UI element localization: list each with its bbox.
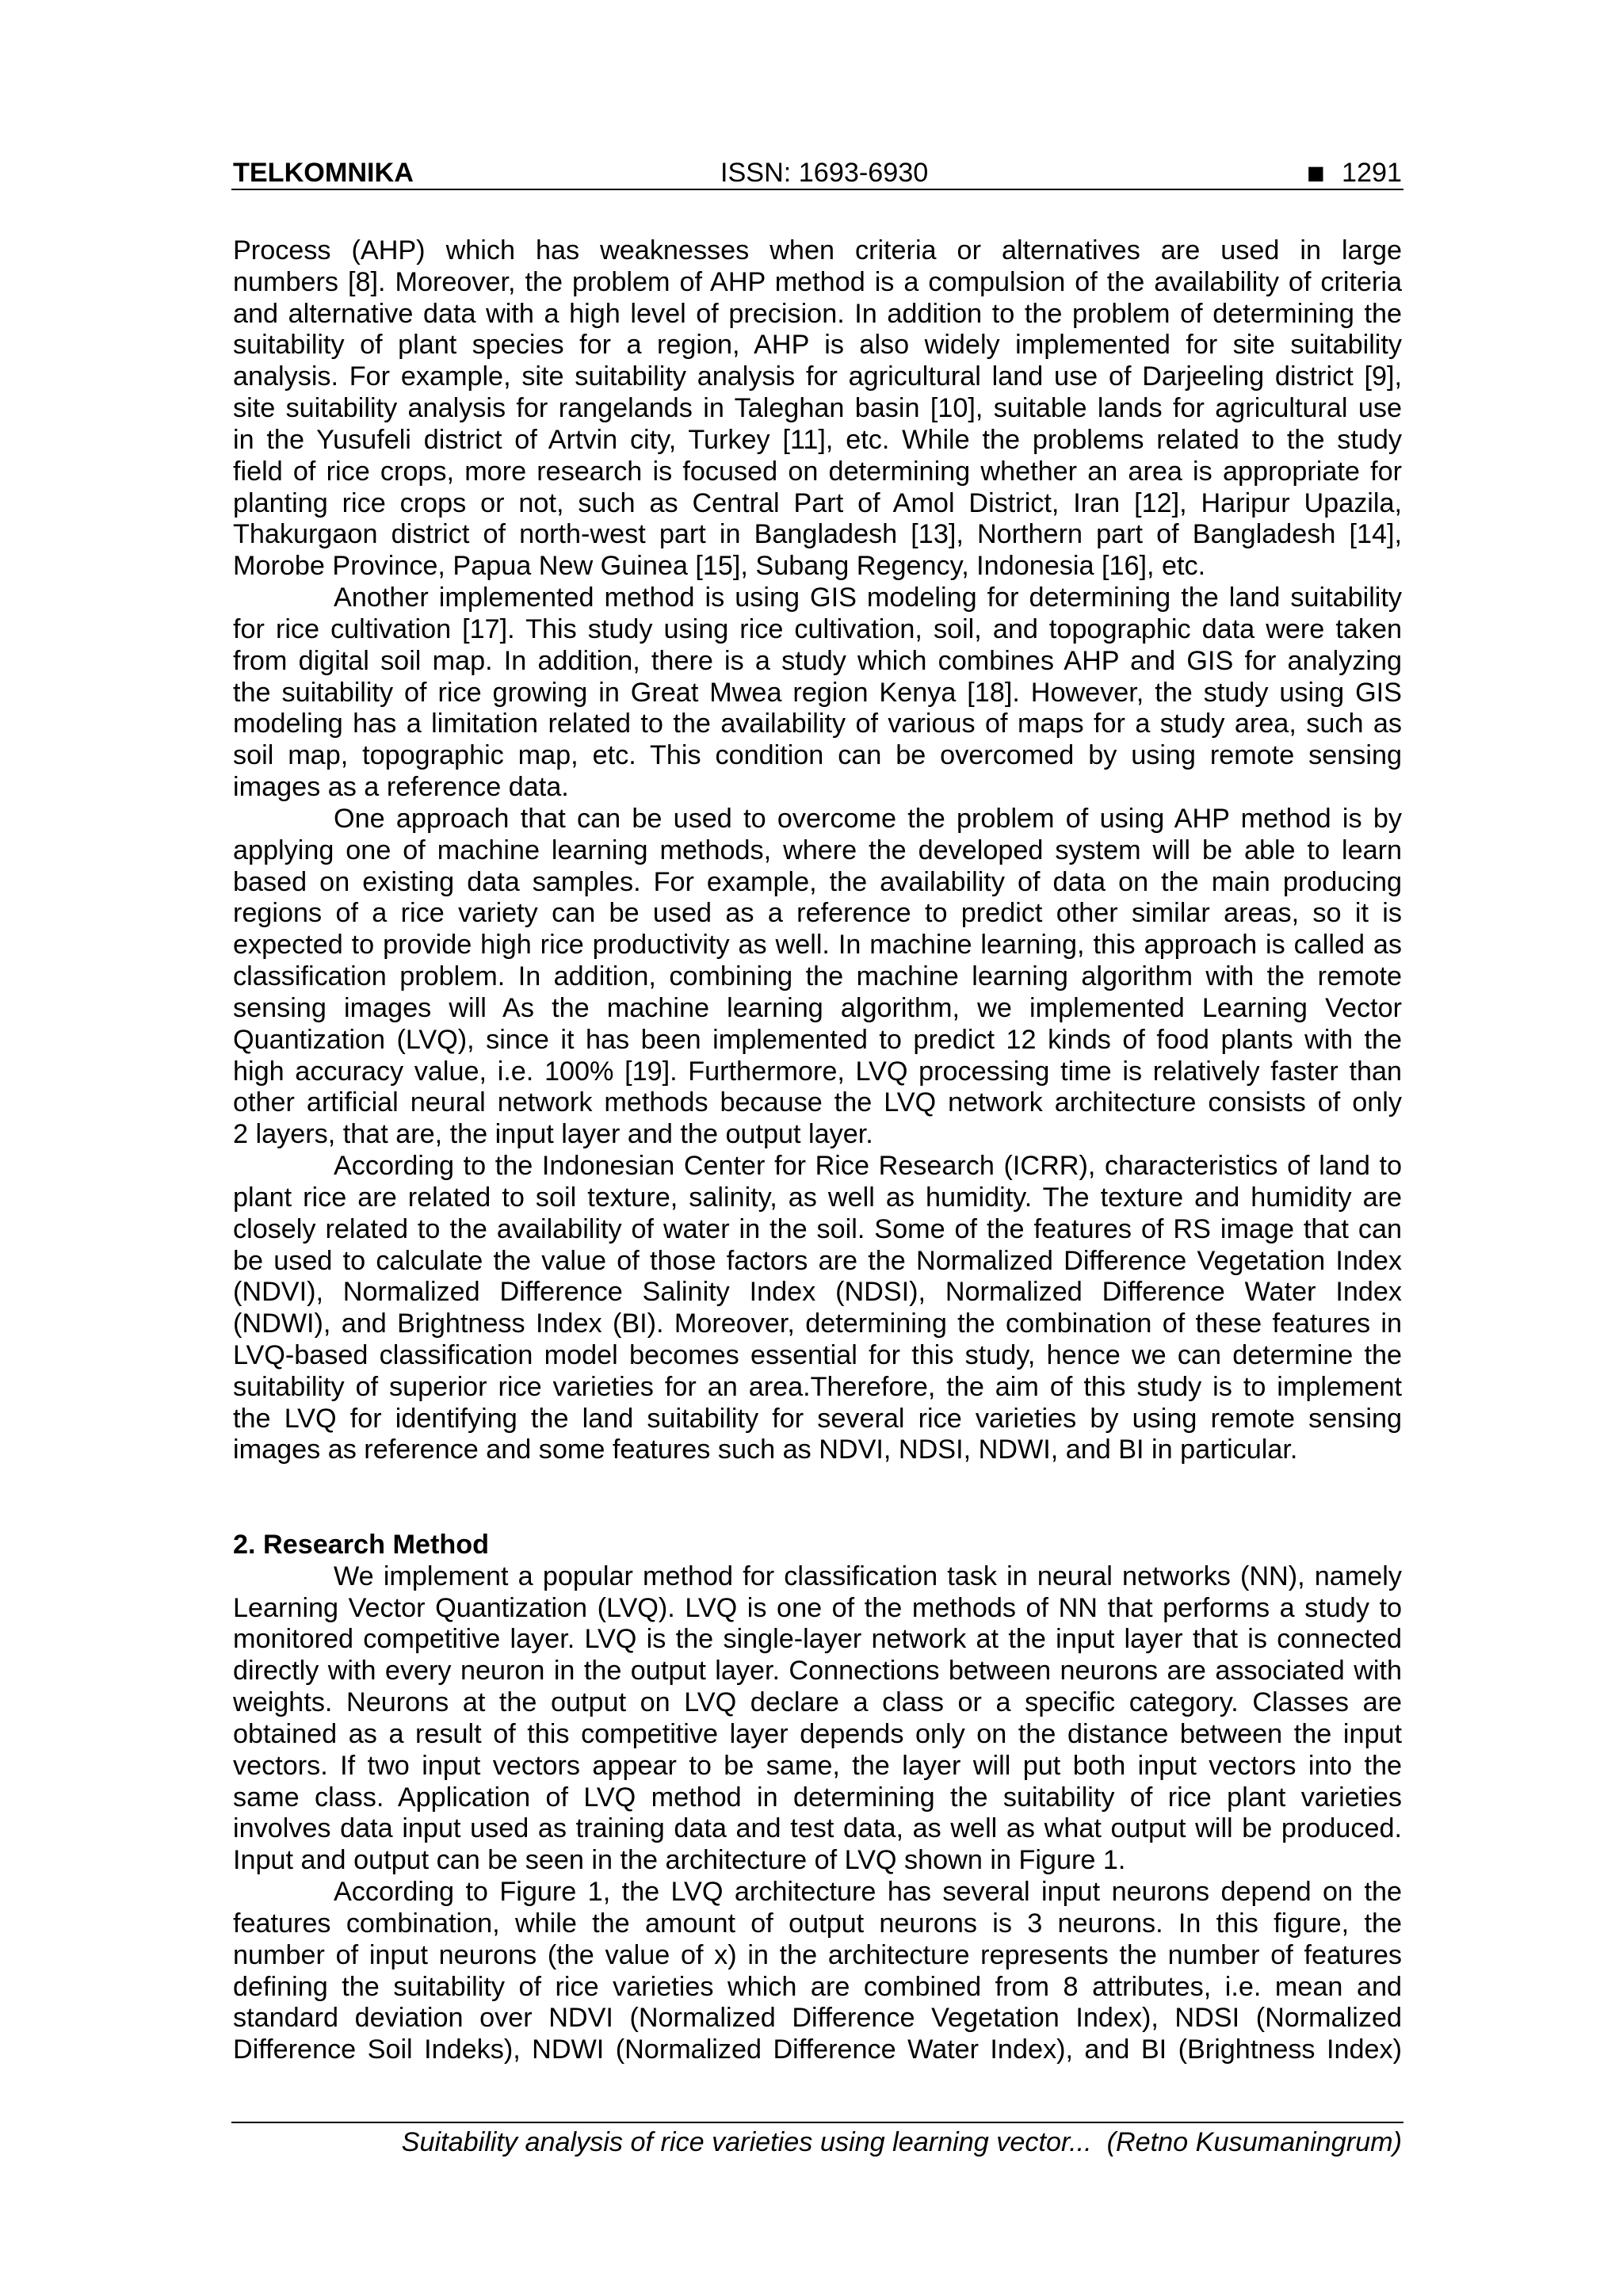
paragraph: [233, 235, 1402, 583]
text-line: images as a reference data.: [233, 772, 569, 803]
text-line: images as reference and some features such as NDVI, NDSI, NDWI, and BI in particular.: [233, 1435, 1298, 1465]
text-line: directly with every neuron in the output layer. Connections between neurons are associated with: [233, 1656, 1402, 1687]
text-line: for rice cultivation [17]. This study using rice cultivation, soil, and topographic data were taken: [233, 613, 1402, 644]
text-line: Difference Soil Indeks), NDWI (Normalized Difference Water Index), and BI (Brightness Index): [233, 2034, 1402, 2065]
text-line: (NDVI), Normalized Difference Salinity Index (NDSI), Normalized Difference Water Index: [233, 1277, 1402, 1308]
page-number: 1291: [1341, 158, 1402, 188]
text-line: standard deviation over NDVI (Normalized Difference Vegetation Index), NDSI (Normalized: [233, 2003, 1402, 2034]
text-line: Learning Vector Quantization (LVQ). LVQ is one of the methods of NN that performs a study to: [233, 1592, 1402, 1623]
text-line: monitored competitive layer. LVQ is the single-layer network at the input layer that is connected: [233, 1624, 1402, 1655]
text-line: We implement a popular method for classification task in neural networks (NN), namely: [334, 1561, 1402, 1591]
header-rule: [231, 189, 1403, 190]
text-line: LVQ-based classification model becomes essential for this study, hence we can determine the: [233, 1339, 1402, 1370]
paragraph: [233, 1151, 1402, 1466]
text-line: classification problem. In addition, combining the machine learning algorithm with the remote: [233, 961, 1402, 992]
text-line: Quantization (LVQ), since it has been implemented to predict 12 kinds of food plants with the: [233, 1024, 1402, 1055]
text-line: According to the Indonesian Center for Rice Research (ICRR), characteristics of land to: [334, 1151, 1402, 1182]
text-line: same class. Application of LVQ method in determining the suitability of rice plant varieties: [233, 1782, 1402, 1813]
text-line: According to Figure 1, the LVQ architecture has several input neurons depend on the: [334, 1877, 1402, 1908]
text-line: applying one of machine learning methods, where the developed system will be able to learn: [233, 835, 1402, 865]
text-line: and alternative data with a high level of precision. In addition to the problem of determining the: [233, 298, 1402, 329]
text-line: vectors. If two input vectors appear to be same, the layer will put both input vectors into the: [233, 1750, 1402, 1781]
text-line: numbers [8]. Moreover, the problem of AHP method is a compulsion of the availability of criteria: [233, 266, 1402, 297]
text-line: based on existing data samples. For example, the availability of data on the main producing: [233, 866, 1402, 897]
text-line: site suitability analysis for rangelands in Taleghan basin [10], suitable lands for agricultural use: [233, 393, 1402, 424]
text-line: the LVQ for identifying the land suitability for several rice varieties by using remote sensing: [233, 1403, 1402, 1434]
paragraph: [233, 1877, 1402, 2066]
text-line: be used to calculate the value of those factors are the Normalized Difference Vegetation Index: [233, 1245, 1402, 1276]
text-line: plant rice are related to soil texture, salinity, as well as humidity. The texture and humidity are: [233, 1182, 1402, 1213]
journal-name: TELKOMNIKA: [233, 158, 414, 188]
text-line: Thakurgaon district of north-west part in Bangladesh [13], Northern part of Bangladesh [14],: [233, 519, 1402, 550]
text-line: involves data input used as training data and test data, as well as what output will be produced.: [233, 1813, 1402, 1844]
section-heading: 2. Research Method: [233, 1529, 489, 1560]
footer-rule: [231, 2122, 1403, 2123]
text-line: high accuracy value, i.e. 100% [19]. Furthermore, LVQ processing time is relatively faster than: [233, 1056, 1402, 1087]
text-line: number of input neurons (the value of x) in the architecture represents the number of features: [233, 1939, 1402, 1970]
text-line: regions of a rice variety can be used as a reference to predict other similar areas, so it is: [233, 898, 1402, 929]
text-line: expected to provide high rice productivity as well. In machine learning, this approach is called as: [233, 930, 1402, 961]
issn: ISSN: 1693-6930: [720, 158, 929, 188]
text-line: suitability of plant species for a region, AHP is also widely implemented for site suitability: [233, 330, 1402, 361]
text-line: modeling has a limitation related to the availability of various of maps for a study area, such as: [233, 709, 1402, 739]
text-line: sensing images will As the machine learning algorithm, we implemented Learning Vector: [233, 992, 1402, 1023]
square-marker-icon: ■: [1307, 162, 1325, 184]
text-line: weights. Neurons at the output on LVQ declare a class or a specific category. Classes are: [233, 1687, 1402, 1718]
text-line: 2 layers, that are, the input layer and the output layer.: [233, 1119, 873, 1150]
text-line: features combination, while the amount of output neurons is 3 neurons. In this figure, the: [233, 1908, 1402, 1939]
text-line: field of rice crops, more research is focused on determining whether an area is appropriate for: [233, 456, 1402, 487]
paragraph: [233, 804, 1402, 1151]
text-line: Morobe Province, Papua New Guinea [15], Subang Regency, Indonesia [16], etc.: [233, 551, 1206, 582]
text-line: planting rice crops or not, such as Central Part of Amol District, Iran [12], Haripur Upazila,: [233, 487, 1402, 518]
text-line: the suitability of rice growing in Great Mwea region Kenya [18]. However, the study using GIS: [233, 677, 1402, 708]
text-line: in the Yusufeli district of Artvin city, Turkey [11], etc. While the problems related to the study: [233, 424, 1402, 455]
text-line: Another implemented method is using GIS modeling for determining the land suitability: [334, 583, 1402, 613]
text-line: analysis. For example, site suitability analysis for agricultural land use of Darjeeling district [9],: [233, 361, 1402, 392]
text-line: from digital soil map. In addition, there is a study which combines AHP and GIS for analyzing: [233, 645, 1402, 676]
text-line: soil map, topographic map, etc. This condition can be overcomed by using remote sensing: [233, 740, 1402, 771]
text-line: suitability of superior rice varieties for an area.Therefore, the aim of this study is to implement: [233, 1371, 1402, 1402]
text-line: defining the suitability of rice varieties which are combined from 8 attributes, i.e. mean and: [233, 1971, 1402, 2002]
text-line: One approach that can be used to overcome the problem of using AHP method is by: [334, 803, 1402, 834]
body-text: [233, 235, 1402, 2066]
running-footer: Suitability analysis of rice varieties using learning vector... (Retno Kusumaningrum): [401, 2127, 1402, 2157]
paragraph: [233, 583, 1402, 804]
text-line: closely related to the availability of water in the soil. Some of the features of RS image that can: [233, 1213, 1402, 1244]
text-line: (NDWI), and Brightness Index (BI). Moreover, determining the combination of these features in: [233, 1308, 1402, 1339]
text-line: Process (AHP) which has weaknesses when criteria or alternatives are used in large: [233, 235, 1402, 266]
text-line: Input and output can be seen in the architecture of LVQ shown in Figure 1.: [233, 1845, 1126, 1876]
text-line: other artificial neural network methods because the LVQ network architecture consists of only: [233, 1087, 1402, 1118]
text-line: obtained as a result of this competitive layer depends only on the distance between the input: [233, 1718, 1402, 1749]
paragraph: [233, 1561, 1402, 1877]
